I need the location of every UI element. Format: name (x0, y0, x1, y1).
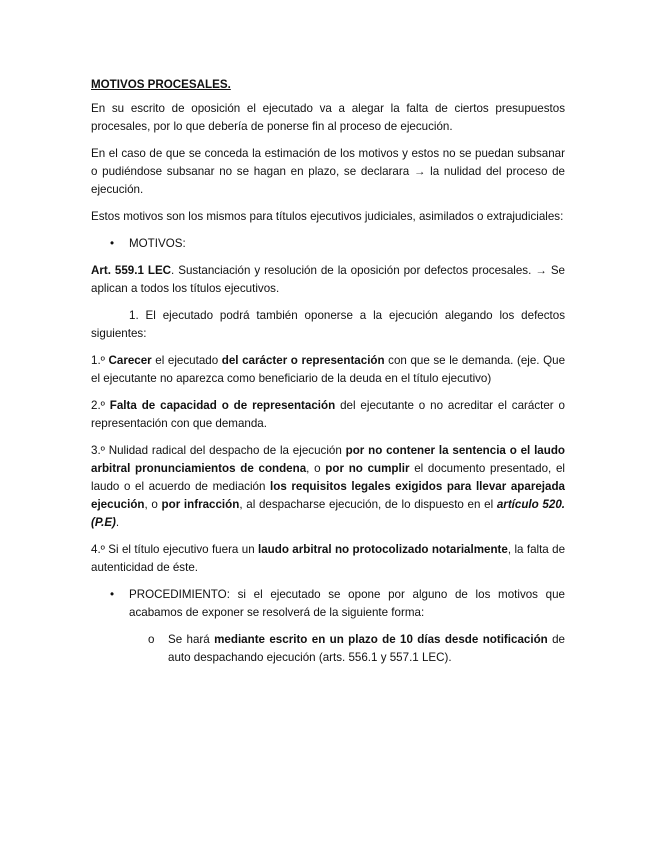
list-item-2-bold-1: Falta de capacidad o de representación (109, 399, 336, 412)
list-item-3-article-ref: artículo 520. (P.E) (91, 498, 565, 529)
list-item-3-text-2: , o (306, 462, 326, 475)
list-item-1-bold-1: Carecer (108, 354, 152, 367)
section-title: MOTIVOS PROCESALES. (91, 78, 231, 91)
list-item-3-text-5: , al despacharse ejecución, de lo dispuesto en el (239, 498, 497, 511)
paragraph-opposition: En su escrito de oposición el ejecutado va a alegar la falta de ciertos presupuestos procesales, por lo que debería de ponerse fin al proceso de ejecución. (91, 102, 565, 133)
right-arrow-icon: → (535, 264, 547, 277)
list-item-2 (91, 397, 565, 433)
document-page (91, 76, 565, 676)
list-item-2-text-1: del ejecutante o no acreditar el carácter o representación con que demanda. (91, 399, 565, 430)
list-item-3-bold-2: por no cumplir (325, 462, 410, 475)
list-item-1-text-1: el ejecutado (151, 354, 222, 367)
list-item-number: 2.º (91, 399, 110, 412)
bullet-motivos-text: MOTIVOS: (129, 237, 186, 250)
sub-bullet-text-2: de auto despachando ejecución (arts. 556.1 y 557.1 LEC). (168, 633, 566, 664)
list-item-3-bold-4: por infracción (161, 498, 240, 511)
sub-bullet-bold-1: mediante escrito en un plazo de 10 días desde notificación (214, 633, 548, 646)
sub-bullet-marker: o (148, 633, 155, 646)
list-item-3-text-1: Nulidad radical del despacho de la ejecución (108, 444, 346, 457)
sub-bullet-plazo (91, 631, 565, 667)
article-text-b: Se aplican a todos los títulos ejecutivos. (91, 264, 565, 295)
paragraph-article (91, 262, 565, 298)
list-item-3-bold-1: por no contener la sentencia o el laudo arbitral pronunciamientos de condena (91, 444, 566, 475)
paragraph-same-motives: Estos motivos son los mismos para títulos ejecutivos judiciales, asimilados o extrajudiciales: (91, 210, 564, 223)
article-text-a: . Sustanciación y resolución de la oposición por defectos procesales. (171, 264, 536, 277)
bullet-motivos (91, 235, 565, 253)
paragraph-estimation-text-b: la nulidad del proceso de ejecución. (91, 165, 565, 196)
list-item-3-text-4: , o (144, 498, 162, 511)
list-item-3 (91, 442, 565, 532)
list-item-4 (91, 541, 565, 577)
list-item-1-text-2: con que se le demanda. (eje. Que el ejecutante no aparezca como beneficiario de la deuda en el título ejecutivo) (91, 354, 566, 385)
bullet-marker: • (110, 588, 115, 601)
list-item-1-bold-2: del carácter o representación (221, 354, 385, 367)
list-item-4-bold-1: laudo arbitral no protocolizado notarialmente (258, 543, 508, 556)
list-item-4-text-1: Si el título ejecutivo fuera un (108, 543, 259, 556)
list-item-4-text-2: , la falta de autenticidad de éste. (91, 543, 566, 574)
list-item-3-bold-3: los requisitos legales exigidos para llevar aparejada ejecución (91, 480, 565, 511)
list-item-number: 3.º (91, 444, 109, 457)
bullet-procedimiento-text: PROCEDIMIENTO: si el ejecutado se opone por alguno de los motivos que acabamos de exponer se resolverá de la siguiente forma: (129, 588, 565, 619)
list-item-1 (91, 352, 565, 388)
list-intro: 1. El ejecutado podrá también oponerse a la ejecución alegando los defectos siguientes: (91, 309, 565, 340)
sub-bullet-text-1: Se hará (168, 633, 215, 646)
bullet-marker: • (110, 237, 115, 250)
paragraph-estimation-text-a: En el caso de que se conceda la estimación de los motivos y estos no se puedan subsanar o pudiéndose subsanar no se hagan en plazo, se declarara (91, 147, 565, 178)
list-item-number: 1.º (91, 354, 109, 367)
right-arrow-icon: → (413, 165, 426, 178)
paragraph-estimation (91, 145, 565, 199)
bullet-procedimiento (91, 586, 565, 622)
article-reference: Art. 559.1 LEC (91, 264, 172, 277)
list-item-3-text-3: el documento presentado, el laudo o el acuerdo de mediación (91, 462, 566, 493)
list-item-number: 4.º (91, 543, 109, 556)
list-item-3-text-6: . (115, 516, 120, 529)
